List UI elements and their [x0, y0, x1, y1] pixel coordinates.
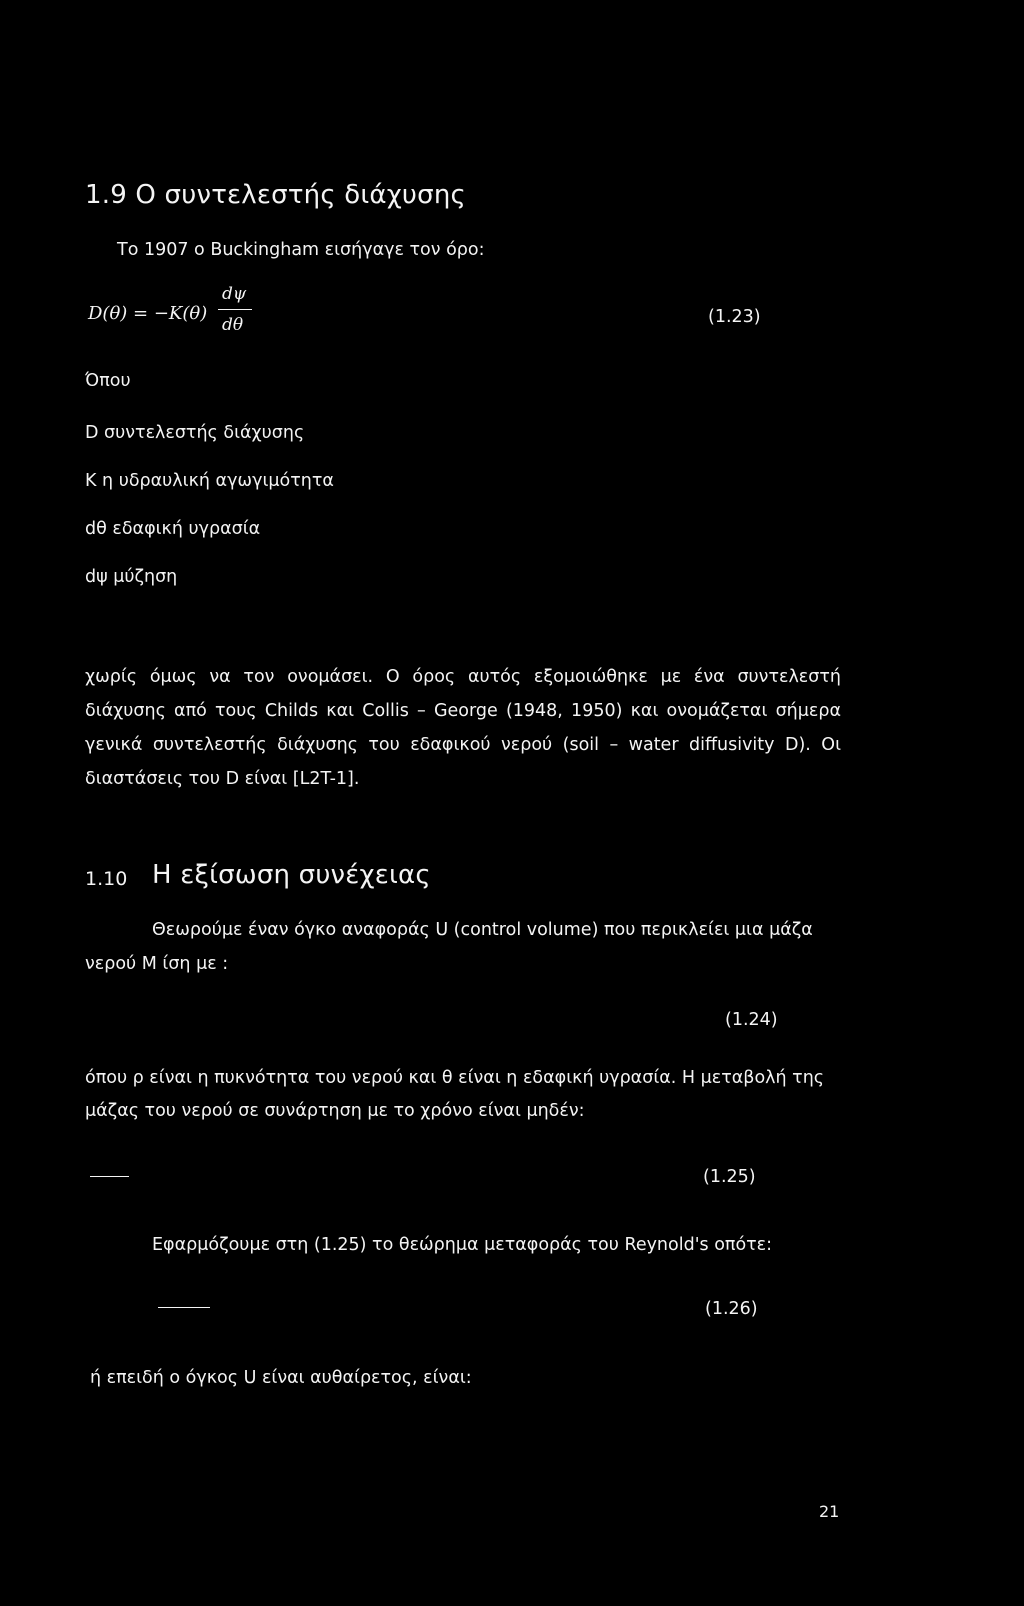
buckingham-intro: Το 1907 ο Buckingham εισήγαγε τον όρο:: [117, 240, 485, 260]
arbitrary-volume-line: ή επειδή ο όγκος U είναι αυθαίρετος, είναι:: [90, 1368, 472, 1388]
section-1-10-title: Η εξίσωση συνέχειας: [152, 860, 431, 890]
paragraph-line: χωρίς όμως να τον ονομάσει. Ο όρος αυτός εξομοιώθηκε με ένα συντελεστή: [85, 667, 841, 687]
paragraph-line: γενικά συντελεστής διάχυσης του εδαφικού νερού (soil – water diffusivity D). Οι: [85, 735, 841, 755]
section-1-10-number: 1.10: [85, 868, 128, 890]
paragraph-line: διάχυσης από τους Childs και Collis – George (1948, 1950) και ονομάζεται σήμερα: [85, 701, 841, 721]
equation-label-1-26: (1.26): [705, 1299, 758, 1319]
page-number: 21: [819, 1502, 840, 1521]
equation-1-26-fraction-bar: [158, 1307, 210, 1308]
equation-1-25-fraction-bar: [90, 1176, 129, 1177]
equation-denominator: dθ: [222, 315, 244, 335]
equation-label-1-24: (1.24): [725, 1010, 778, 1030]
definition-item: dψ μύζηση: [85, 567, 178, 587]
reynolds-line: Εφαρμόζουμε στη (1.25) το θεώρημα μεταφοράς του Reynold's οπότε:: [152, 1235, 773, 1255]
definition-item: dθ εδαφική υγρασία: [85, 519, 261, 539]
paragraph-line: διαστάσεις του D είναι [L2T-1].: [85, 769, 360, 789]
equation-label-1-25: (1.25): [703, 1167, 756, 1187]
where-label: Όπου: [85, 371, 131, 391]
definition-item: D συντελεστής διάχυσης: [85, 423, 305, 443]
definition-item: K η υδραυλική αγωγιμότητα: [85, 471, 334, 491]
paragraph-line: όπου ρ είναι η πυκνότητα του νερού και θ είναι η εδαφική υγρασία. Η μεταβολή της: [85, 1068, 825, 1088]
paragraph-line: μάζας του νερού σε συνάρτηση με το χρόνο είναι μηδέν:: [85, 1101, 585, 1121]
fraction-bar: [218, 309, 252, 310]
equation-numerator: dψ: [222, 284, 247, 304]
equation-lhs: D(θ) = −K(θ): [88, 303, 208, 324]
section-1-9-heading: 1.9 Ο συντελεστής διάχυσης: [85, 180, 466, 210]
equation-label-1-23: (1.23): [708, 307, 761, 327]
paragraph-line: νερού Μ ίση με :: [85, 954, 229, 974]
paragraph-line: Θεωρούμε έναν όγκο αναφοράς U (control volume) που περικλείει μια μάζα: [152, 920, 813, 940]
